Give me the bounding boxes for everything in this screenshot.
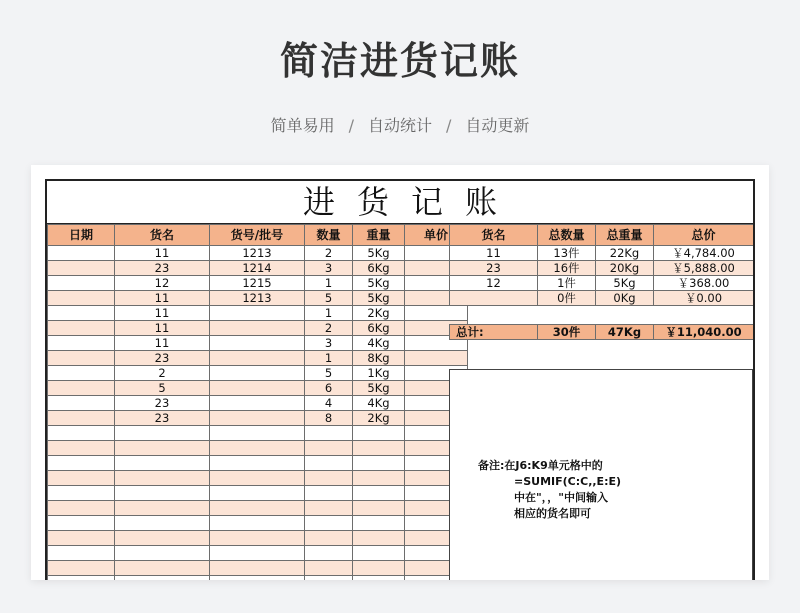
ledger-cell[interactable]: 3 — [305, 261, 353, 276]
ledger-header-cell: 数量 — [305, 225, 353, 246]
ledger-row — [48, 471, 468, 486]
summary-cell[interactable]: 0Kg — [596, 291, 654, 306]
summary-table — [449, 224, 754, 306]
ledger-cell[interactable] — [48, 396, 115, 411]
ledger-cell[interactable] — [353, 456, 405, 471]
summary-cell[interactable]: 1件 — [538, 276, 596, 291]
ledger-cell[interactable] — [210, 351, 305, 366]
summary-header-cell: 货名 — [450, 225, 538, 246]
ledger-cell[interactable] — [210, 366, 305, 381]
ledger-cell[interactable] — [48, 291, 115, 306]
ledger-cell[interactable]: 11 — [115, 306, 210, 321]
ledger-row — [48, 246, 468, 261]
summary-row — [450, 261, 754, 276]
note-label: 备注: — [478, 459, 505, 472]
ledger-header-cell: 货名 — [115, 225, 210, 246]
total-qty: 30件 — [538, 325, 596, 340]
ledger-cell[interactable]: 1Kg — [353, 366, 405, 381]
ledger-row — [48, 456, 468, 471]
note-line-1: 在J6:K9单元格中的 — [504, 459, 603, 472]
summary-cell[interactable] — [450, 291, 538, 306]
ledger-cell[interactable] — [48, 486, 115, 501]
ledger-cell[interactable] — [210, 381, 305, 396]
ledger-cell[interactable]: 4Kg — [353, 336, 405, 351]
summary-header-cell: 总数量 — [538, 225, 596, 246]
spreadsheet-preview — [31, 165, 769, 580]
ledger-cell[interactable] — [353, 501, 405, 516]
ledger-cell[interactable]: 5Kg — [353, 381, 405, 396]
ledger-row — [48, 276, 468, 291]
ledger-cell[interactable]: 11 — [115, 291, 210, 306]
ledger-cell[interactable] — [48, 411, 115, 426]
ledger-cell[interactable]: 5Kg — [353, 291, 405, 306]
summary-row — [450, 246, 754, 261]
ledger-cell[interactable]: 6 — [305, 381, 353, 396]
ledger-cell[interactable] — [210, 486, 305, 501]
ledger-cell[interactable] — [305, 471, 353, 486]
note-box — [449, 369, 753, 580]
summary-row — [450, 276, 754, 291]
ledger-cell[interactable]: 1 — [305, 351, 353, 366]
ledger-cell[interactable] — [353, 561, 405, 576]
ledger-cell[interactable] — [48, 471, 115, 486]
ledger-cell[interactable]: 2 — [305, 246, 353, 261]
total-row — [450, 325, 754, 340]
ledger-row — [48, 546, 468, 561]
ledger-cell[interactable]: 23 — [115, 351, 210, 366]
note-line-2: =SUMIF(C:C,,E:E) — [514, 475, 622, 488]
ledger-header-cell: 单价 — [405, 225, 468, 246]
ledger-cell[interactable] — [48, 381, 115, 396]
ledger-cell[interactable] — [48, 531, 115, 546]
note-text — [478, 458, 621, 522]
summary-total-table — [449, 324, 754, 340]
ledger-cell[interactable] — [115, 576, 210, 581]
tag-auto-stats: 自动统计 — [367, 116, 432, 135]
ledger-cell[interactable]: 11 — [115, 321, 210, 336]
summary-cell[interactable]: 12 — [450, 276, 538, 291]
feature-tags — [0, 113, 800, 136]
ledger-cell[interactable] — [48, 441, 115, 456]
page-title: 简洁进货记账 — [279, 39, 520, 83]
ledger-cell[interactable]: 6Kg — [353, 321, 405, 336]
ledger-cell[interactable]: 6Kg — [353, 261, 405, 276]
ledger-cell[interactable]: 1214 — [210, 261, 305, 276]
note-line — [478, 458, 621, 474]
ledger-cell[interactable] — [305, 501, 353, 516]
ledger-cell[interactable] — [48, 321, 115, 336]
summary-cell[interactable]: 22Kg — [596, 246, 654, 261]
ledger-cell[interactable] — [210, 426, 305, 441]
ledger-cell[interactable]: 5Kg — [353, 246, 405, 261]
ledger-row — [48, 336, 468, 351]
ledger-cell[interactable] — [353, 531, 405, 546]
ledger-row — [48, 261, 468, 276]
summary-cell[interactable]: ￥368.00 — [654, 276, 754, 291]
tag-separator: / — [446, 116, 452, 135]
ledger-cell[interactable] — [305, 426, 353, 441]
ledger-cell[interactable] — [353, 486, 405, 501]
ledger-cell[interactable] — [353, 471, 405, 486]
ledger-cell[interactable] — [48, 336, 115, 351]
ledger-cell[interactable]: 3 — [305, 336, 353, 351]
ledger-row — [48, 576, 468, 581]
summary-cell[interactable]: 0件 — [538, 291, 596, 306]
ledger-cell[interactable]: 4Kg — [353, 396, 405, 411]
ledger-cell[interactable] — [353, 546, 405, 561]
tag-separator: / — [348, 116, 354, 135]
ledger-cell[interactable] — [48, 306, 115, 321]
ledger-cell[interactable] — [115, 471, 210, 486]
ledger-row — [48, 291, 468, 306]
ledger-cell[interactable] — [115, 441, 210, 456]
ledger-cell[interactable] — [305, 576, 353, 581]
ledger-cell[interactable]: 1 — [305, 276, 353, 291]
summary-cell[interactable]: 13件 — [538, 246, 596, 261]
ledger-header-row — [48, 225, 468, 246]
ledger-cell[interactable] — [210, 396, 305, 411]
ledger-cell[interactable] — [210, 531, 305, 546]
ledger-row — [48, 561, 468, 576]
ledger-cell[interactable] — [115, 561, 210, 576]
ledger-row — [48, 381, 468, 396]
ledger-cell[interactable] — [353, 516, 405, 531]
ledger-cell[interactable] — [210, 336, 305, 351]
ledger-cell[interactable] — [210, 501, 305, 516]
summary-cell[interactable]: 5Kg — [596, 276, 654, 291]
ledger-row — [48, 411, 468, 426]
ledger-cell[interactable] — [48, 516, 115, 531]
ledger-cell[interactable] — [48, 351, 115, 366]
tag-auto-update: 自动更新 — [465, 116, 530, 135]
summary-header-cell: 总价 — [654, 225, 754, 246]
tag-easy: 简单易用 — [270, 116, 335, 135]
ledger-cell[interactable] — [115, 516, 210, 531]
ledger-cell[interactable] — [115, 486, 210, 501]
ledger-cell[interactable] — [305, 561, 353, 576]
ledger-cell[interactable] — [353, 441, 405, 456]
summary-cell[interactable]: ￥0.00 — [654, 291, 754, 306]
summary-cell[interactable]: ￥4,784.00 — [654, 246, 754, 261]
ledger-cell[interactable] — [48, 561, 115, 576]
ledger-row — [48, 351, 468, 366]
ledger-cell[interactable] — [48, 366, 115, 381]
ledger-cell[interactable] — [48, 426, 115, 441]
total-price: ￥11,040.00 — [654, 325, 754, 340]
ledger-cell[interactable] — [353, 576, 405, 581]
ledger-cell[interactable] — [405, 306, 468, 321]
ledger-cell[interactable]: 2 — [305, 321, 353, 336]
ledger-row — [48, 441, 468, 456]
ledger-cell[interactable] — [48, 546, 115, 561]
ledger-cell[interactable]: 1213 — [210, 291, 305, 306]
ledger-cell[interactable] — [115, 456, 210, 471]
ledger-header-cell: 货号/批号 — [210, 225, 305, 246]
ledger-cell[interactable] — [115, 501, 210, 516]
ledger-cell[interactable] — [48, 501, 115, 516]
ledger-row — [48, 501, 468, 516]
summary-cell[interactable]: 11 — [450, 246, 538, 261]
ledger-table — [47, 224, 468, 580]
ledger-cell[interactable]: 2Kg — [353, 306, 405, 321]
ledger-cell[interactable] — [48, 456, 115, 471]
ledger-row — [48, 531, 468, 546]
ledger-cell[interactable]: 12 — [115, 276, 210, 291]
ledger-cell[interactable] — [210, 321, 305, 336]
ledger-cell[interactable] — [48, 261, 115, 276]
ledger-cell[interactable] — [353, 426, 405, 441]
ledger-cell[interactable] — [305, 531, 353, 546]
summary-cell[interactable]: 16件 — [538, 261, 596, 276]
ledger-cell[interactable] — [48, 246, 115, 261]
ledger-cell[interactable]: 2 — [115, 366, 210, 381]
total-weight: 47Kg — [596, 325, 654, 340]
summary-cell[interactable]: ￥5,888.00 — [654, 261, 754, 276]
ledger-cell[interactable] — [305, 546, 353, 561]
summary-cell[interactable]: 23 — [450, 261, 538, 276]
ledger-cell[interactable]: 8 — [305, 411, 353, 426]
ledger-cell[interactable] — [305, 486, 353, 501]
ledger-cell[interactable] — [210, 441, 305, 456]
ledger-cell[interactable] — [115, 426, 210, 441]
ledger-cell[interactable]: 5 — [305, 291, 353, 306]
ledger-cell[interactable] — [305, 441, 353, 456]
ledger-cell[interactable]: 11 — [115, 336, 210, 351]
ledger-cell[interactable]: 1215 — [210, 276, 305, 291]
ledger-cell[interactable]: 23 — [115, 261, 210, 276]
ledger-cell[interactable] — [48, 276, 115, 291]
summary-cell[interactable]: 20Kg — [596, 261, 654, 276]
ledger-row — [48, 396, 468, 411]
total-label: 总计: — [450, 325, 538, 340]
ledger-cell[interactable] — [305, 516, 353, 531]
ledger-row — [48, 426, 468, 441]
summary-row — [450, 291, 754, 306]
ledger-cell[interactable]: 4 — [305, 396, 353, 411]
ledger-title: 进货记账 — [47, 181, 753, 224]
ledger-cell[interactable] — [210, 546, 305, 561]
ledger-cell[interactable]: 2Kg — [353, 411, 405, 426]
ledger-row — [48, 516, 468, 531]
ledger-cell[interactable] — [210, 576, 305, 581]
ledger-cell[interactable]: 8Kg — [353, 351, 405, 366]
ledger-cell[interactable] — [210, 306, 305, 321]
ledger-cell[interactable] — [210, 471, 305, 486]
ledger-row — [48, 306, 468, 321]
ledger-header-cell: 重量 — [353, 225, 405, 246]
ledger-cell[interactable] — [210, 456, 305, 471]
ledger-cell[interactable]: 1213 — [210, 246, 305, 261]
ledger-row — [48, 321, 468, 336]
ledger-cell[interactable]: 23 — [115, 396, 210, 411]
summary-header-row — [450, 225, 754, 246]
ledger-row — [48, 366, 468, 381]
ledger-cell[interactable] — [210, 516, 305, 531]
ledger-cell[interactable] — [48, 576, 115, 581]
ledger-cell[interactable]: 5 — [305, 366, 353, 381]
ledger-row — [48, 486, 468, 501]
ledger-cell[interactable] — [210, 411, 305, 426]
ledger-cell[interactable]: 5 — [115, 381, 210, 396]
ledger-cell[interactable]: 5Kg — [353, 276, 405, 291]
ledger-cell[interactable] — [210, 561, 305, 576]
ledger-cell[interactable] — [305, 456, 353, 471]
ledger-cell[interactable] — [115, 531, 210, 546]
ledger-cell[interactable] — [405, 351, 468, 366]
ledger-header-cell: 日期 — [48, 225, 115, 246]
note-line-4: 相应的货名即可 — [514, 507, 591, 520]
ledger-cell[interactable]: 1 — [305, 306, 353, 321]
ledger-cell[interactable]: 23 — [115, 411, 210, 426]
spreadsheet-frame — [45, 179, 755, 580]
note-line-3: 中在"，，"中间输入 — [514, 491, 608, 504]
ledger-cell[interactable]: 11 — [115, 246, 210, 261]
ledger-cell[interactable] — [115, 546, 210, 561]
summary-header-cell: 总重量 — [596, 225, 654, 246]
